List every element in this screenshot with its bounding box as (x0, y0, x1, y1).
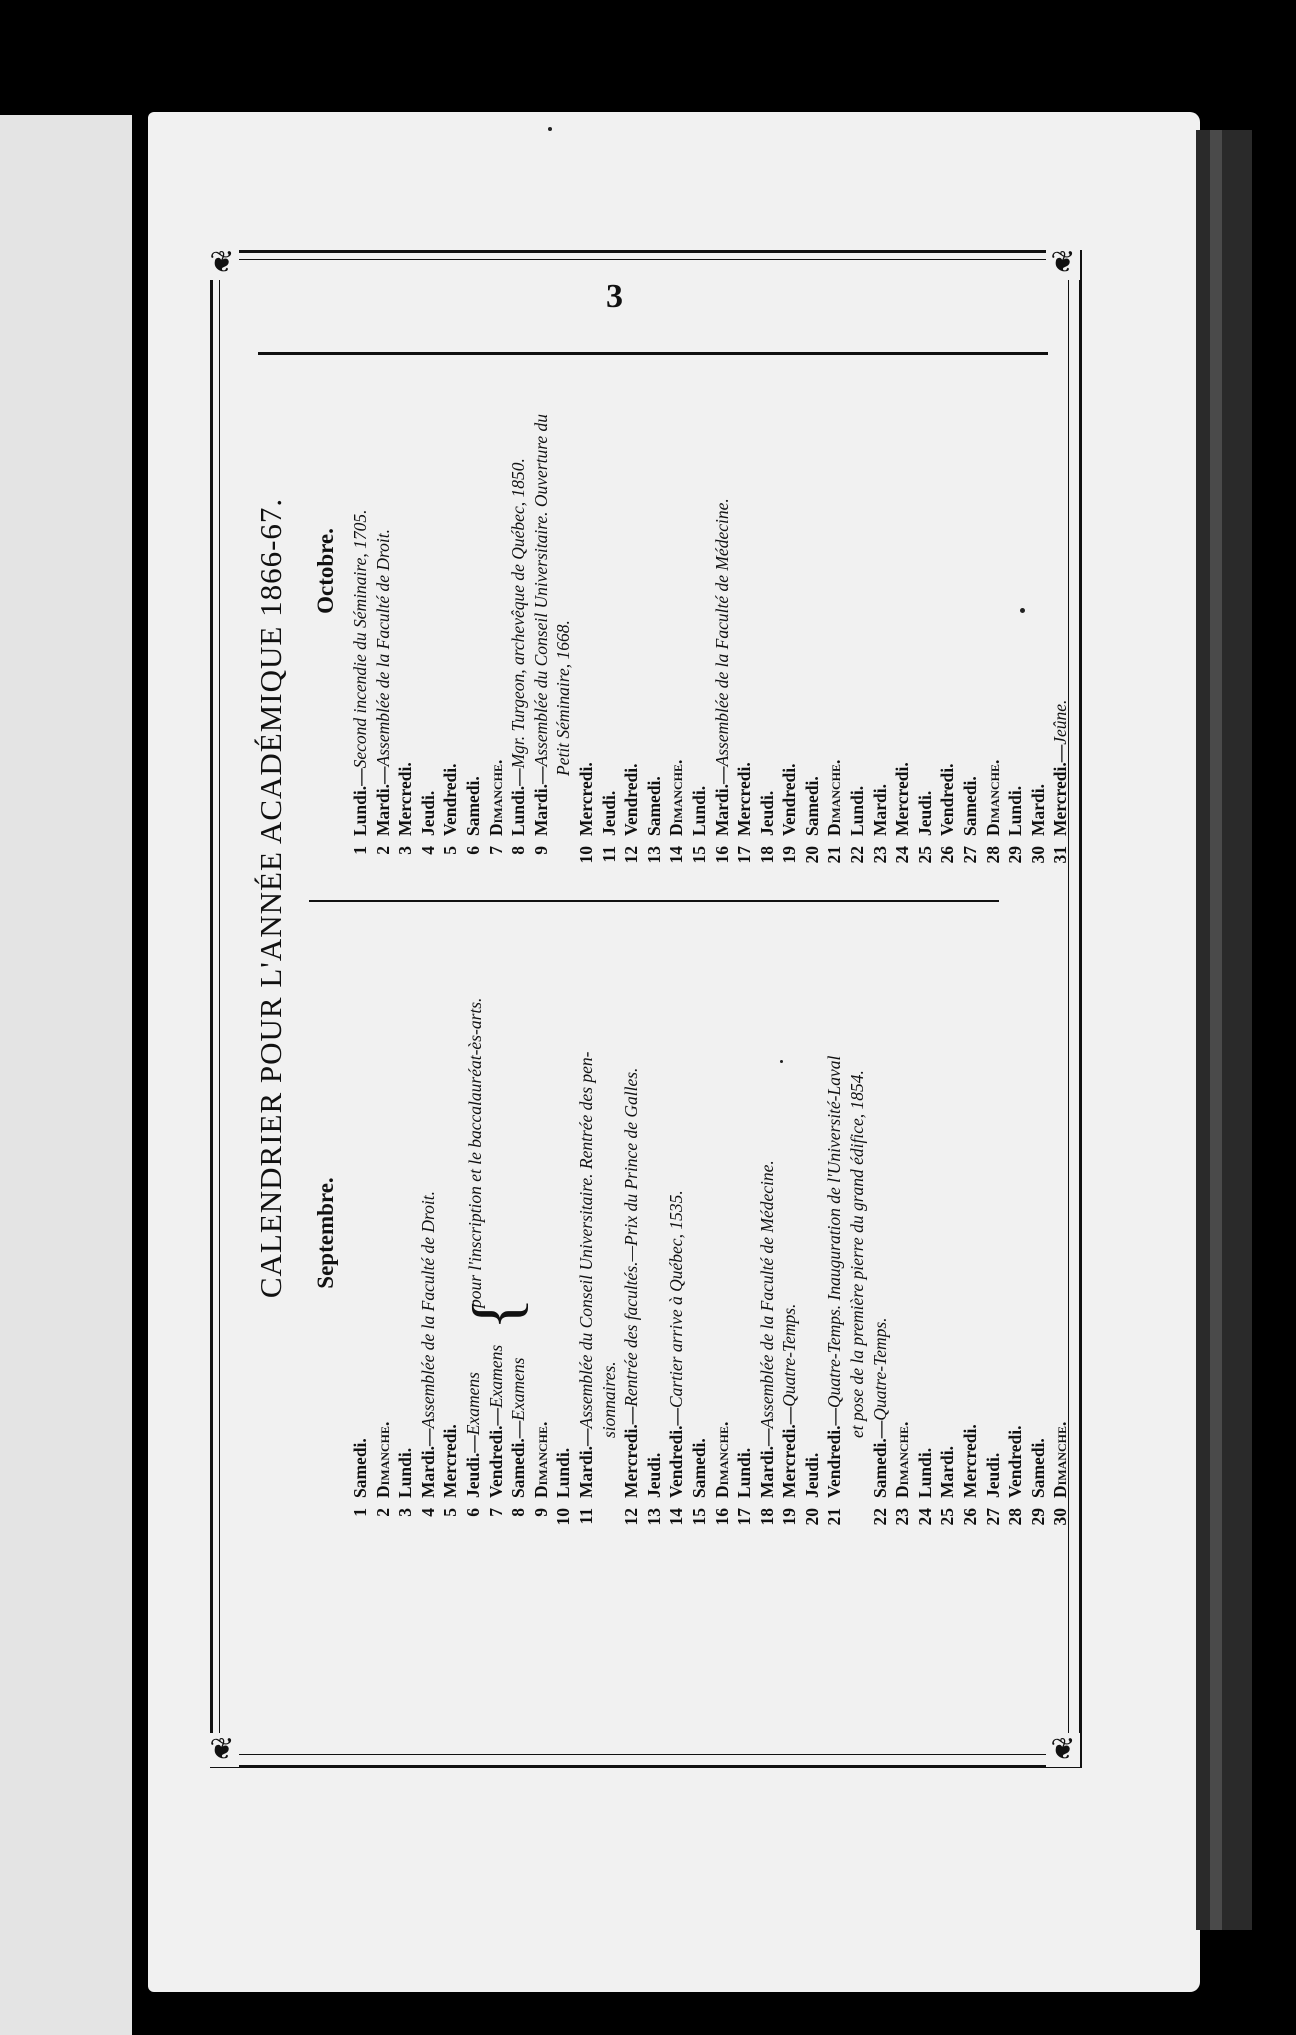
event-text: Assemblée de la Faculté de Médecine. (711, 498, 732, 767)
corner-ornament-icon: ❦ (1046, 246, 1080, 280)
day-number: 27 (960, 846, 981, 864)
day-number: 26 (937, 846, 958, 864)
calendar-row (1049, 266, 1072, 876)
brace-icon: { (457, 1297, 534, 1330)
weekday: Mercredi.— (621, 1406, 642, 1498)
day-number: 10 (553, 1508, 574, 1526)
day-number: 25 (937, 1508, 958, 1526)
day-number: 15 (688, 846, 709, 864)
weekday: Jeudi. (982, 1452, 1003, 1498)
day-number: 6 (462, 846, 483, 855)
day-number: 5 (440, 1508, 461, 1517)
calendar-row (869, 266, 892, 876)
day-number: 4 (417, 1508, 438, 1517)
september-column (313, 928, 1072, 1538)
calendar-row (688, 928, 711, 1538)
day-number: 7 (485, 1508, 506, 1517)
weekday: Mardi.— (372, 766, 393, 836)
day-number: 14 (666, 846, 687, 864)
column-divider (309, 900, 999, 902)
event-text: Assemblée de la Faculté de Droit. (417, 1191, 438, 1429)
day-number: 21 (824, 846, 845, 864)
weekday: Mercredi.— (1050, 744, 1071, 836)
weekday: Jeudi. (801, 1452, 822, 1498)
weekday: Vendredi.— (666, 1408, 687, 1498)
weekday: Mercredi. (960, 1424, 981, 1498)
paper-speck (1020, 608, 1025, 613)
weekday: Lundi.— (508, 768, 529, 836)
brace-note: pour l'inscription et le baccalauréat-ès-arts. (464, 997, 485, 1308)
event-text: Assemblée du Conseil Universitaire. Ouverture du (530, 413, 551, 767)
weekday: Mardi. (1027, 783, 1048, 836)
day-number: 23 (892, 1508, 913, 1526)
calendar-row (620, 266, 643, 876)
weekday: Mercredi. (892, 762, 913, 836)
weekday: Samedi. (462, 776, 483, 836)
calendar-row (394, 266, 417, 876)
day-number: 1 (350, 1508, 370, 1517)
weekday: Lundi. (847, 785, 868, 836)
day-number: 3 (395, 1508, 416, 1517)
calendar-row (507, 928, 530, 1538)
paper-speck (548, 127, 552, 131)
day-number: 18 (756, 846, 777, 864)
month-heading: Septembre. (313, 1177, 338, 1289)
event-text: Mgr. Turgeon, archevêque de Québec, 1850. (508, 458, 529, 769)
calendar-row (936, 928, 959, 1538)
day-number: 20 (801, 1508, 822, 1526)
weekday: Mercredi. (575, 762, 596, 836)
calendar-row (778, 266, 801, 876)
calendar-content (247, 258, 1071, 1538)
weekday: Dimanche. (485, 759, 506, 836)
calendar-row (982, 266, 1005, 876)
event-text: Examens (462, 1372, 483, 1436)
weekday: Lundi.— (350, 768, 370, 836)
day-number: 1 (350, 846, 370, 855)
event-text: Cartier arrive à Québec, 1535. (666, 1190, 687, 1409)
weekday: Vendredi. (440, 763, 461, 836)
day-number: 26 (960, 1508, 981, 1526)
calendar-row (733, 928, 756, 1538)
event-text-continued: sionnaires. (598, 1361, 619, 1438)
calendar-row (846, 266, 869, 876)
day-number: 31 (1050, 846, 1071, 864)
book-spine (1196, 130, 1252, 1930)
weekday: Mercredi.— (779, 1406, 800, 1498)
calendar-row (778, 928, 801, 1538)
day-number: 28 (982, 846, 1003, 864)
calendar-row (823, 266, 846, 876)
event-text-continued: Petit Séminaire, 1668. (553, 620, 574, 776)
day-number: 19 (779, 846, 800, 864)
weekday: Vendredi. (937, 763, 958, 836)
page-number: 3 (606, 278, 623, 315)
calendar-row (620, 928, 643, 1538)
weekday: Samedi. (643, 776, 664, 836)
calendar-row (575, 266, 598, 876)
day-number: 8 (508, 846, 529, 855)
day-number: 16 (711, 1508, 732, 1526)
event-text: Assemblée de la Faculté de Médecine. (756, 1160, 777, 1429)
weekday: Samedi.— (869, 1420, 890, 1498)
day-number: 30 (1050, 1508, 1071, 1526)
day-number: 12 (621, 846, 642, 864)
calendar-row (372, 928, 395, 1538)
weekday: Mercredi. (440, 1424, 461, 1498)
event-text: Rentrée des facultés.—Prix du Prince de Galles. (621, 1067, 642, 1407)
calendar-row (733, 266, 756, 876)
calendar-row (417, 266, 440, 876)
day-number: 2 (372, 1508, 393, 1517)
weekday: Vendredi. (1005, 1425, 1026, 1498)
day-number: 3 (395, 846, 416, 855)
calendar-row (485, 928, 508, 1538)
event-text-continued: et pose de la première pierre du grand édifice, 1854. (847, 1070, 868, 1438)
day-number: 13 (643, 846, 664, 864)
day-number: 17 (734, 846, 755, 864)
calendar-row (575, 928, 620, 1538)
corner-ornament-icon: ❦ (205, 246, 239, 280)
calendar-row (936, 266, 959, 876)
day-number: 13 (643, 1508, 664, 1526)
calendar-row (1049, 928, 1072, 1538)
calendar-row (801, 266, 824, 876)
calendar-row (891, 928, 914, 1538)
day-number: 28 (1005, 1508, 1026, 1526)
event-text: Quatre-Temps. (869, 1317, 890, 1421)
calendar-row (711, 266, 734, 876)
day-number: 15 (688, 1508, 709, 1526)
day-number: 29 (1027, 1508, 1048, 1526)
calendar-row (756, 266, 779, 876)
weekday: Samedi. (801, 776, 822, 836)
weekday: Dimanche. (666, 759, 687, 836)
weekday: Vendredi. (779, 763, 800, 836)
weekday: Lundi. (1005, 785, 1026, 836)
calendar-row (439, 266, 462, 876)
weekday: Vendredi.— (485, 1408, 506, 1498)
day-number: 5 (440, 846, 461, 855)
calendar-row (1027, 928, 1050, 1538)
day-number: 24 (892, 846, 913, 864)
day-number: 2 (372, 846, 393, 855)
corner-ornament-icon: ❦ (1046, 1733, 1080, 1767)
weekday: Mercredi. (734, 762, 755, 836)
weekday: Jeudi. (643, 1452, 664, 1498)
calendar-row (1004, 266, 1027, 876)
event-text: Quatre-Temps. (779, 1303, 800, 1407)
event-text: Second incendie du Séminaire, 1705. (350, 509, 370, 769)
weekday: Mardi.— (417, 1428, 438, 1498)
weekday: Mardi.— (530, 766, 551, 836)
calendar-row (598, 266, 621, 876)
day-number: 4 (417, 846, 438, 855)
event-text: Examens (508, 1357, 529, 1421)
weekday: Lundi. (553, 1447, 574, 1498)
day-number: 7 (485, 846, 506, 855)
event-text: Jeûne. (1050, 699, 1071, 745)
weekday: Dimanche. (372, 1421, 393, 1498)
calendar-row (665, 928, 688, 1538)
calendar-row (869, 928, 892, 1538)
event-text: Assemblée du Conseil Universitaire. Rentrée des pen- (575, 1051, 596, 1429)
calendar-row (507, 266, 530, 876)
day-number: 9 (530, 1508, 551, 1517)
weekday: Dimanche. (1050, 1421, 1071, 1498)
calendar-row (711, 928, 734, 1538)
day-number: 30 (1027, 846, 1048, 864)
weekday: Mardi. (869, 783, 890, 836)
day-number: 16 (711, 846, 732, 864)
event-text: Assemblée de la Faculté de Droit. (372, 529, 393, 767)
calendar-row (756, 928, 779, 1538)
event-text: Examens (485, 1344, 506, 1409)
calendar-row (485, 266, 508, 876)
calendar-row (914, 928, 937, 1538)
calendar-row (959, 928, 982, 1538)
calendar-row (530, 266, 575, 876)
weekday: Lundi. (914, 1447, 935, 1498)
weekday: Vendredi. (621, 763, 642, 836)
weekday: Samedi.— (508, 1420, 529, 1498)
calendar-row (959, 266, 982, 876)
calendar-row (823, 928, 868, 1538)
day-number: 23 (869, 846, 890, 864)
day-number: 18 (756, 1508, 777, 1526)
day-number: 8 (508, 1508, 529, 1517)
weekday: Jeudi. (598, 790, 619, 836)
day-number: 14 (666, 1508, 687, 1526)
october-list (349, 266, 1072, 876)
calendar-row (643, 266, 666, 876)
weekday: Samedi. (960, 776, 981, 836)
calendar-row (530, 928, 553, 1538)
calendar-row (417, 928, 440, 1538)
weekday: Jeudi. (756, 790, 777, 836)
calendar-row (462, 266, 485, 876)
calendar-row (349, 928, 372, 1538)
calendar-row (982, 928, 1005, 1538)
weekday: Samedi. (1027, 1438, 1048, 1498)
month-heading: Octobre. (313, 528, 338, 614)
event-text: Quatre-Temps. Inauguration de l'Université-Laval (824, 1055, 845, 1409)
day-number: 29 (1005, 846, 1026, 864)
weekday: Mardi.— (756, 1428, 777, 1498)
day-number: 24 (914, 1508, 935, 1526)
day-number: 25 (914, 846, 935, 864)
day-number: 22 (869, 1508, 890, 1526)
corner-ornament-icon: ❦ (205, 1733, 239, 1767)
day-number: 11 (575, 1508, 596, 1525)
weekday: Lundi. (688, 785, 709, 836)
weekday: Samedi. (350, 1438, 370, 1498)
weekday: Dimanche. (530, 1421, 551, 1498)
day-number: 11 (598, 846, 619, 863)
weekday: Dimanche. (711, 1421, 732, 1498)
day-number: 22 (847, 846, 868, 864)
weekday: Jeudi. (914, 790, 935, 836)
day-number: 9 (530, 846, 551, 855)
calendar-row (1027, 266, 1050, 876)
weekday: Mardi. (937, 1445, 958, 1498)
weekday: Lundi. (395, 1447, 416, 1498)
calendar-row (665, 266, 688, 876)
calendar-row (552, 928, 575, 1538)
day-number: 6 (462, 1508, 483, 1517)
day-number: 27 (982, 1508, 1003, 1526)
calendar-row (349, 266, 372, 876)
calendar-row (688, 266, 711, 876)
day-number: 19 (779, 1508, 800, 1526)
october-column (313, 266, 1072, 876)
calendar-row (1004, 928, 1027, 1538)
calendar-row (439, 928, 462, 1538)
weekday: Lundi. (734, 1447, 755, 1498)
day-number: 10 (575, 846, 596, 864)
weekday: Dimanche. (982, 759, 1003, 836)
calendar-row (891, 266, 914, 876)
page-title: CALENDRIER POUR L'ANNÉE ACADÉMIQUE 1866-67. (253, 497, 288, 1299)
weekday: Jeudi. (417, 790, 438, 836)
weekday: Samedi. (688, 1438, 709, 1498)
day-number: 21 (824, 1508, 845, 1526)
calendar-row (372, 266, 395, 876)
calendar-row (914, 266, 937, 876)
september-list (349, 928, 1072, 1538)
calendar-row (801, 928, 824, 1538)
weekday: Jeudi.— (462, 1435, 483, 1498)
weekday: Dimanche. (892, 1421, 913, 1498)
facing-page (0, 115, 132, 2035)
calendar-row (394, 928, 417, 1538)
day-number: 20 (801, 846, 822, 864)
weekday: Mardi.— (575, 1428, 596, 1498)
day-number: 12 (621, 1508, 642, 1526)
paper-speck (780, 1060, 783, 1063)
weekday: Vendredi.— (824, 1408, 845, 1498)
weekday: Mercredi. (395, 762, 416, 836)
weekday: Dimanche. (824, 759, 845, 836)
calendar-row (643, 928, 666, 1538)
weekday: Mardi.— (711, 766, 732, 836)
day-number: 17 (734, 1508, 755, 1526)
